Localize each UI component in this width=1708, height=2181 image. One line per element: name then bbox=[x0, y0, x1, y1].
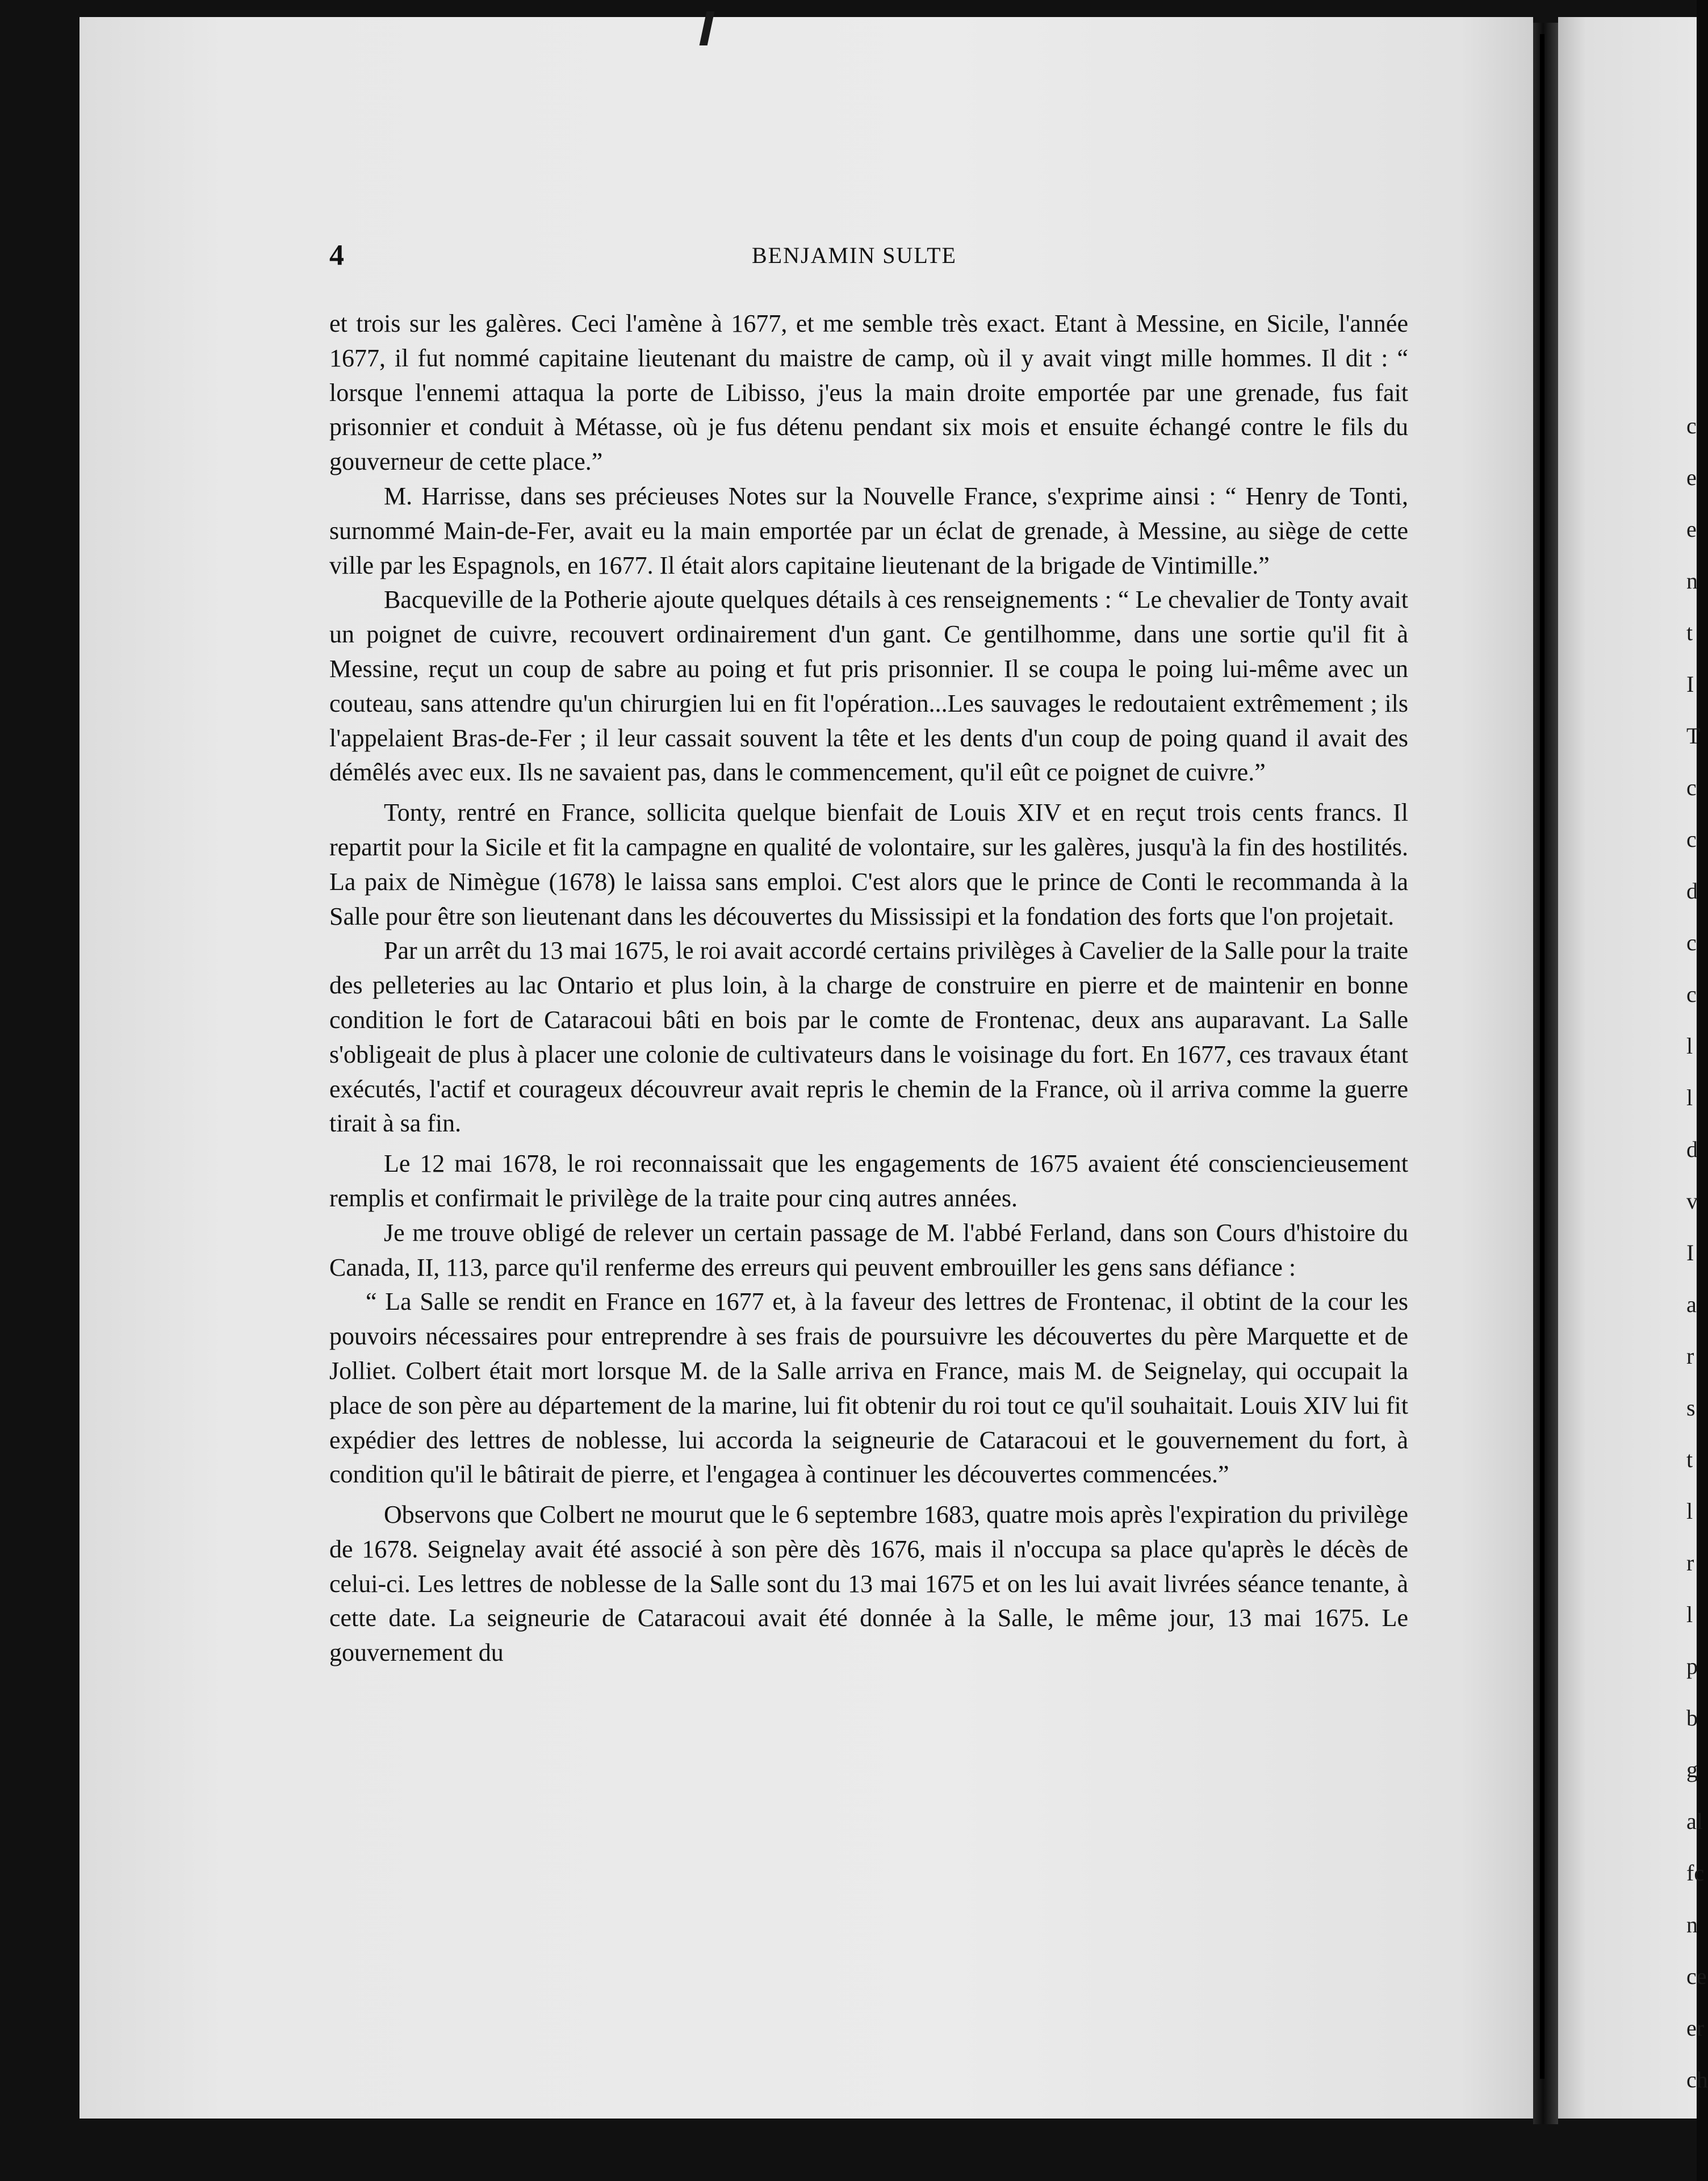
facing-page-fragment: r bbox=[1686, 1343, 1694, 1369]
paragraph-2: M. Harrisse, dans ses précieuses Notes sur la Nouvelle France, s'exprime ainsi : “ Henry de Tonti, surnommé Main-de-Fer, avait eu la main emportée par un éclat de grenade, à Messine, au siège de cette ville par les Espagnols, en 1677. Il était alors capitaine lieutenant de la brigade de Vintimille.” bbox=[329, 482, 1408, 579]
facing-page-fragment: r bbox=[1686, 1550, 1694, 1576]
facing-page-fragment: l bbox=[1686, 1498, 1693, 1524]
facing-page-edge bbox=[1558, 17, 1708, 2119]
facing-page-fragment: ch bbox=[1686, 2067, 1708, 2092]
page-header bbox=[329, 239, 1448, 273]
facing-page-fragment: l bbox=[1686, 1602, 1693, 1627]
body-text bbox=[329, 307, 1408, 1670]
facing-page-fragment: l bbox=[1686, 1085, 1693, 1110]
facing-page-fragment: n bbox=[1686, 1912, 1698, 1937]
facing-page-fragment: e bbox=[1686, 516, 1697, 542]
gutter-shadow-line bbox=[1540, 34, 1544, 2079]
facing-page-fragment: t bbox=[1686, 1447, 1693, 1472]
facing-page-fragment: I bbox=[1686, 671, 1694, 697]
facing-page-fragment: d bbox=[1686, 1137, 1698, 1162]
block-quote: “ La Salle se rendit en France en 1677 et, à la faveur des lettres de Frontenac, il obtint de la cour les pouvoirs nécessaires pour entreprendre à ses frais de poursuivre les découvertes du père Marquette et de Jolliet. Colbert était mort lorsque M. de la Salle arriva en France, mais M. de Seignelay, qui occupait la place de son père au département de la marine, lui fit obtenir du roi tout ce qu'il souhaitait. Louis XIV lui fit expédier des lettres de noblesse, lui accorda la seigneurie de Cataracoui et le gouvernement du fort, à condition qu'il le bâtirait de pierre, et l'engagea à continuer les découvertes commencées.” bbox=[329, 1288, 1408, 1489]
facing-page-fragment: c bbox=[1686, 413, 1697, 438]
facing-page-fragment: I bbox=[1686, 1240, 1694, 1265]
facing-page-fragment: c bbox=[1686, 775, 1697, 800]
facing-page-fragment: ce bbox=[1686, 1963, 1707, 1989]
page-number: 4 bbox=[329, 239, 344, 271]
paragraph-6: Le 12 mai 1678, le roi reconnaissait que les engagements de 1675 avaient été consciencieusement remplis et confirmait le privilège de la traite pour cinq autres années. bbox=[329, 1150, 1408, 1212]
paragraph-7: Je me trouve obligé de relever un certain passage de M. l'abbé Ferland, dans son Cours d'histoire du Canada, II, 113, parce qu'il renferme des erreurs qui peuvent embrouiller les gens sans défiance : bbox=[329, 1218, 1408, 1281]
facing-page-fragment: b bbox=[1686, 1705, 1698, 1731]
facing-page-fragment: c bbox=[1686, 930, 1697, 955]
facing-page-fragment: a bbox=[1686, 1292, 1697, 1317]
facing-page-fragment: e bbox=[1686, 465, 1697, 490]
facing-page-fragment: c bbox=[1686, 981, 1697, 1007]
facing-page-fragment: t bbox=[1686, 620, 1693, 645]
facing-page-fragment: T bbox=[1686, 723, 1701, 749]
paragraph-8: Observons que Colbert ne mourut que le 6 septembre 1683, quatre mois après l'expiration du privilège de 1678. Seignelay avait été associé à son père dès 1676, mais il n'occupa sa place qu'après le décès de celui-ci. Les lettres de noblesse de la Salle sont du 13 mai 1675 et on les lui avait livrées séance tenante, à cette date. La seigneurie de Cataracoui avait été donnée à la Salle, le même jour, 13 mai 1675. Le gouvernement du bbox=[329, 1501, 1408, 1667]
facing-page-fragment: fc bbox=[1686, 1860, 1705, 1886]
book-gutter bbox=[1533, 23, 1558, 2124]
facing-page-fragment: d bbox=[1686, 878, 1698, 904]
paragraph-4: Tonty, rentré en France, sollicita quelque bienfait de Louis XIV et en reçut trois cents francs. Il repartit pour la Sicile et fit la campagne en qualité de volontaire, sur les galères, jusqu'à la fin des hostilités. La paix de Nimègue (1678) le laissa sans emploi. C'est alors que le prince de Conti le recommanda à la Salle pour être son lieutenant dans les découvertes du Mississipi et la fondation des forts que l'on projetait. bbox=[329, 799, 1408, 930]
facing-page-fragment: er bbox=[1686, 2015, 1705, 2041]
facing-page-fragment: p bbox=[1686, 1653, 1698, 1679]
running-head: BENJAMIN SULTE bbox=[752, 243, 957, 268]
facing-page-fragment: n bbox=[1686, 568, 1698, 594]
facing-page-fragment: al bbox=[1686, 1808, 1703, 1834]
paragraph-1: et trois sur les galères. Ceci l'amène à 1677, et me semble très exact. Etant à Messine, en Sicile, l'année 1677, il fut nommé capitaine lieutenant du maistre de camp, où il y avait vingt mille hommes. Il dit : “ lorsque l'ennemi attaqua la porte de Libisso, j'eus la main droite emportée par une grenade, fus fait prisonnier et conduit à Métasse, où je fus détenu pendant six mois et ensuite échangé contre le fils du gouverneur de cette place.” bbox=[329, 310, 1408, 476]
paragraph-5: Par un arrêt du 13 mai 1675, le roi avait accordé certains privilèges à Cavelier de la Salle pour la traite des pelleteries au lac Ontario et plus loin, à la charge de construire en pierre et de maintenir en bonne condition le fort de Cataracoui bâti en bois par le comte de Frontenac, deux ans auparavant. La Salle s'obligeait de plus à placer une colonie de cultivateurs dans le voisinage du fort. En 1677, ces travaux étant exécutés, l'actif et courageux découvreur avait repris le chemin de la France, où il arriva comme la guerre tirait à sa fin. bbox=[329, 937, 1408, 1138]
facing-page-fragment: c bbox=[1686, 826, 1697, 852]
facing-page-fragment: g bbox=[1686, 1757, 1698, 1782]
facing-page-fragment: s bbox=[1686, 1395, 1696, 1420]
facing-page-fragment: v bbox=[1686, 1188, 1698, 1214]
paragraph-3: Bacqueville de la Potherie ajoute quelques détails à ces renseignements : “ Le chevalier de Tonty avait un poignet de cuivre, recouvert ordinairement d'un gant. Ce gentilhomme, dans une sortie qu'il fit à Messine, reçut un coup de sabre au poing et fut pris prisonnier. Il se coupa le poing lui-même avec un couteau, sans attendre qu'un chirurgien lui en fit l'opération...Les sauvages le redoutaient extrêmement ; ils l'appelaient Bras-de-Fer ; il leur cassait souvent la tête et les dents d'un coup de poing quand il avait des démêlés avec eux. Ils ne savaient pas, dans le commencement, qu'il eût ce poignet de cuivre.” bbox=[329, 586, 1408, 787]
facing-page-fragment: l bbox=[1686, 1033, 1693, 1059]
